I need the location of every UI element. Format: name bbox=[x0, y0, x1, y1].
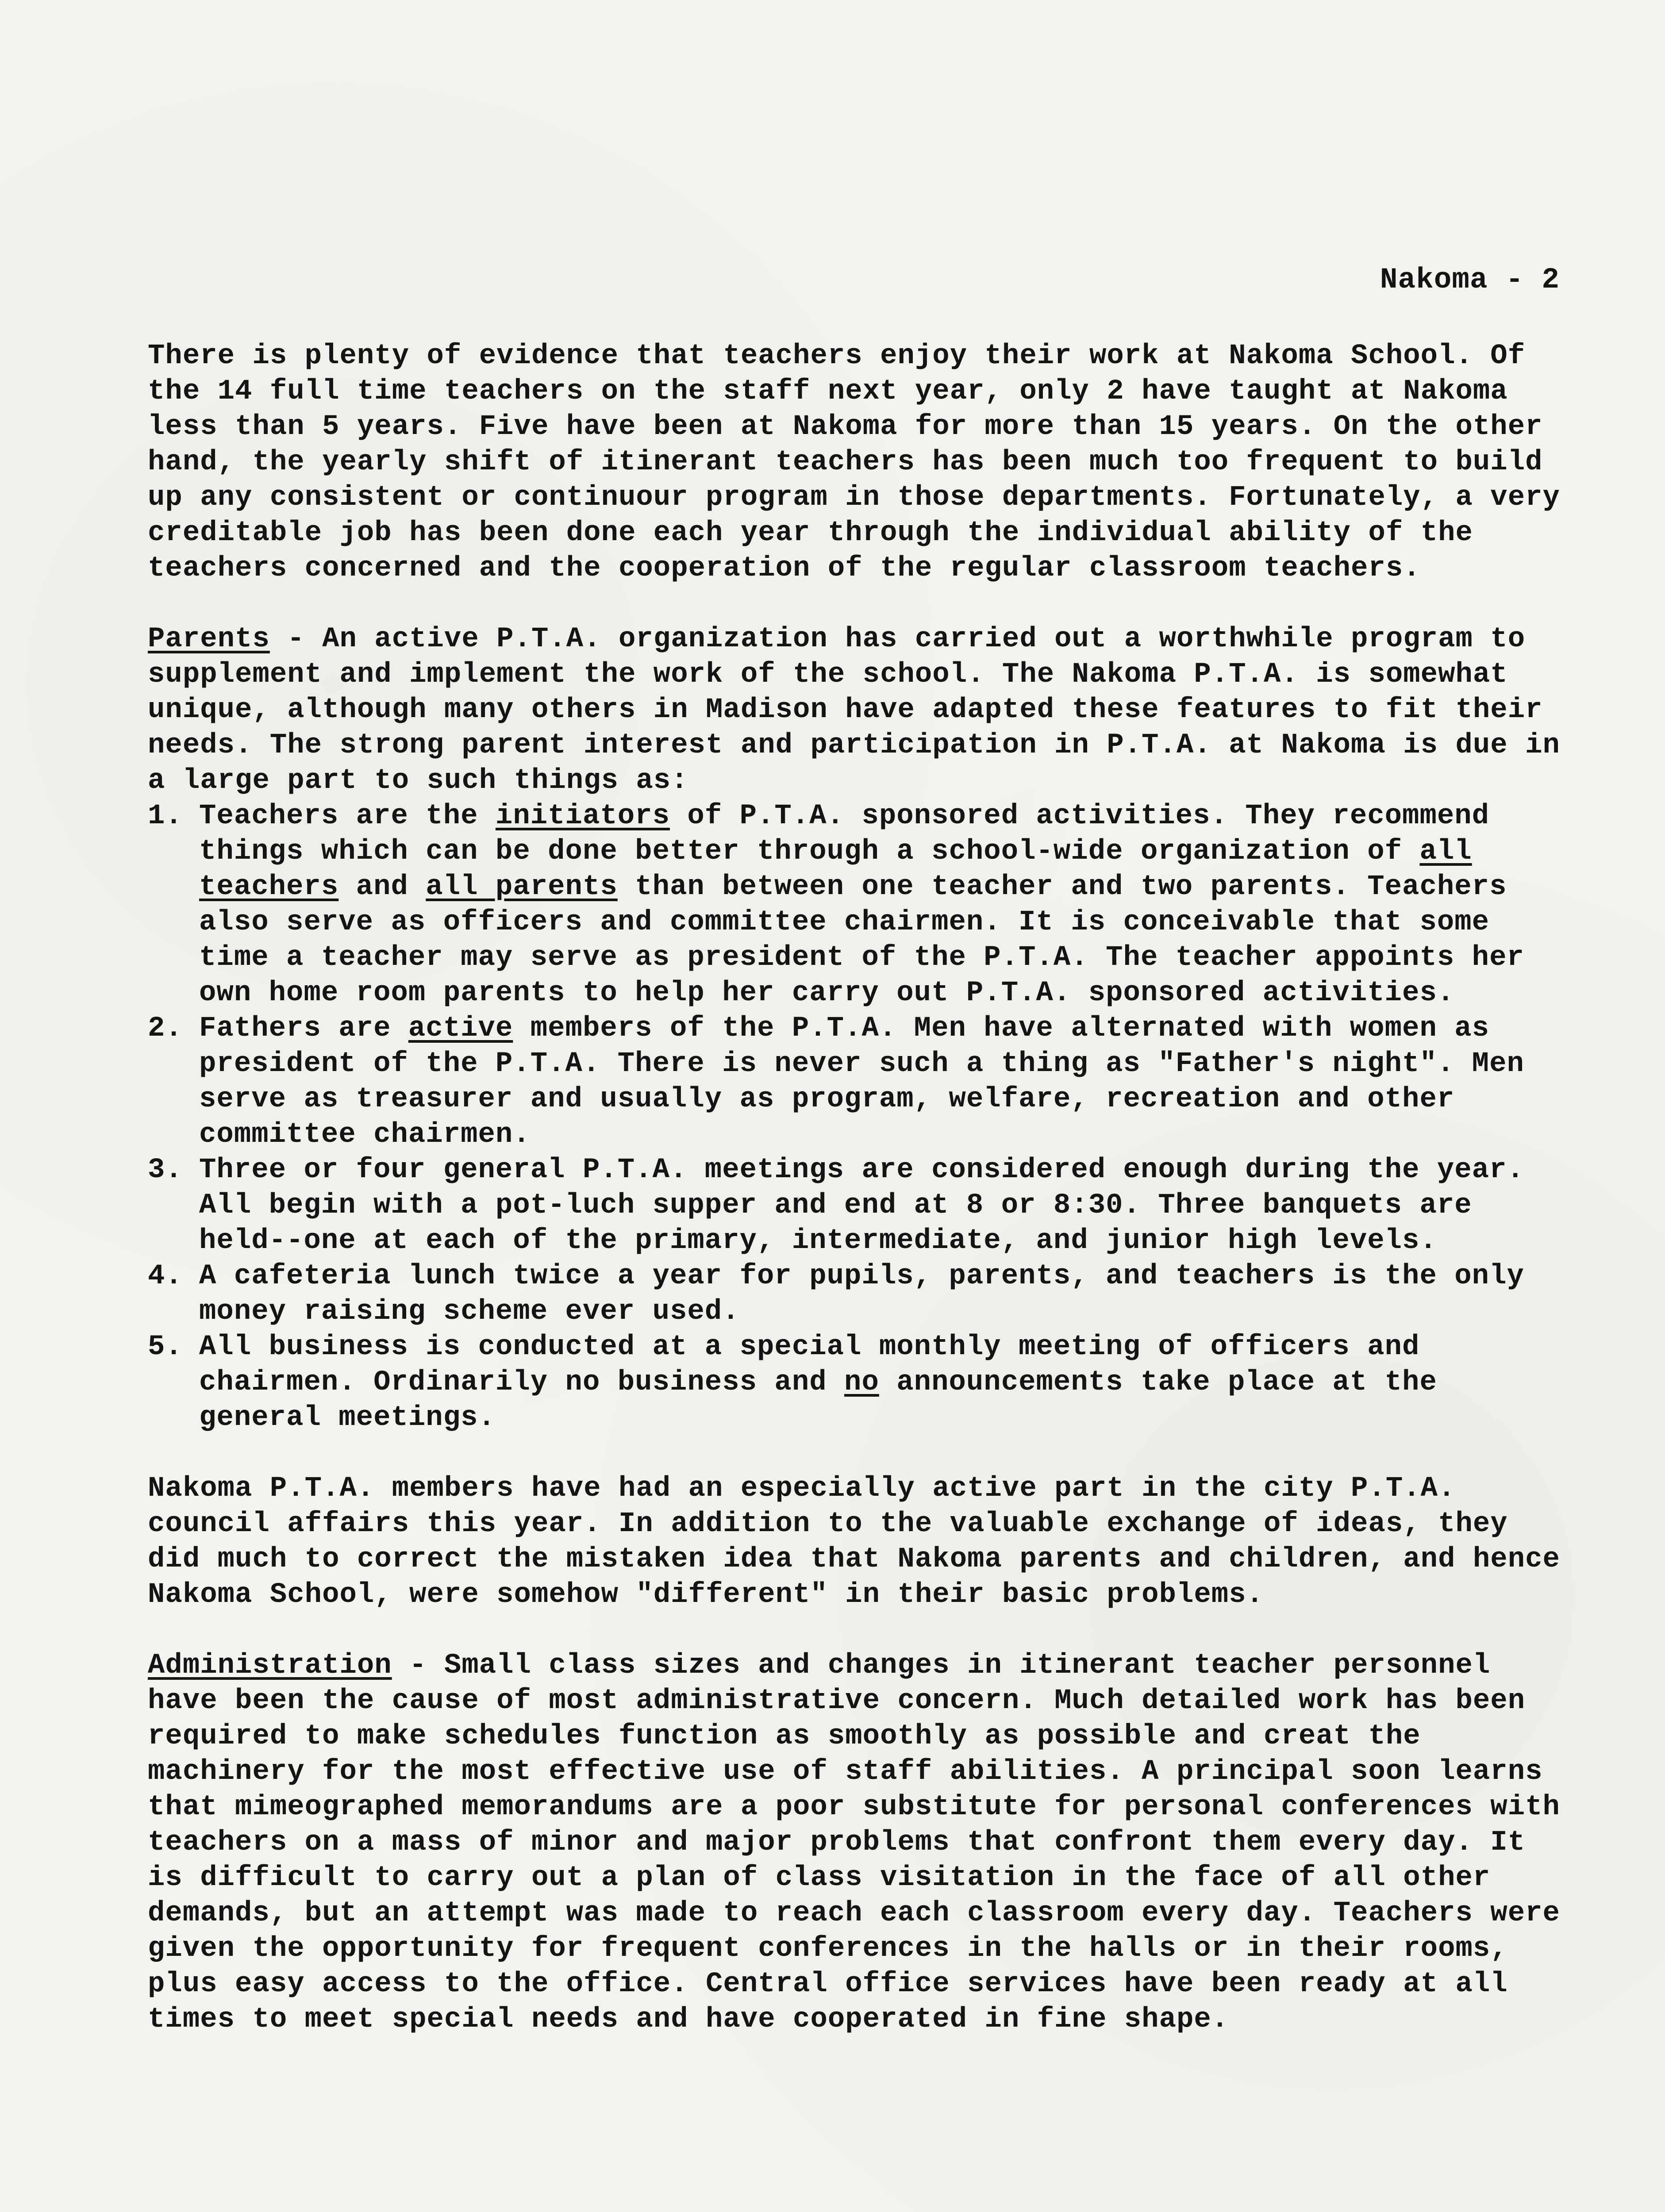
administration-text: - Small class sizes and changes in itinerant teacher personnel have been the cause of most administrative concern. Much detailed work has been required to make schedules function as smoothly as possible and creat the machinery for the most effective use of staff abilities. A principal soon learns that mimeographed memorandums are a poor substitute for personal conferences with teachers on a mass of minor and major problems that confront them every day. It is difficult to carry out a plan of class visitation in the face of all other demands, but an attempt was made to reach each classroom every day. Teachers were given the opportunity for frequent conferences in the halls or in their rooms, plus easy access to the office. Central office services have been ready at all times to meet special needs and have cooperated in fine shape. bbox=[148, 1650, 1578, 2035]
underlined-text: initiators bbox=[495, 800, 670, 832]
list-item-number: 5. bbox=[148, 1331, 183, 1363]
list-item-number: 4. bbox=[148, 1260, 183, 1292]
list-item-text: and bbox=[338, 871, 426, 903]
underlined-text: all parents bbox=[426, 871, 618, 903]
list-item bbox=[148, 1011, 1564, 1152]
underlined-text: active bbox=[408, 1013, 513, 1045]
administration-paragraph bbox=[148, 1648, 1578, 2037]
list-item-text: All business is conducted at a special monthly meeting of officers and chairmen. Ordinarily no business and bbox=[199, 1331, 1420, 1398]
list-item-number: 1. bbox=[148, 800, 183, 832]
list-item-text: Three or four general P.T.A. meetings are considered enough during the year. All begin with a pot-luch supper and end at 8 or 8:30. Three banquets are held--one at each of the primary, intermediate, and junior high levels. bbox=[199, 1154, 1524, 1257]
list-item-text: Fathers are bbox=[199, 1013, 408, 1045]
intro-paragraph: There is plenty of evidence that teachers enjoy their work at Nakoma School. Of the 14 full time teachers on the staff next year, only 2 have taught at Nakoma less than 5 years. Five have been at Nakoma for more than 15 years. On the other hand, the yearly shift of itinerant teachers has been much too frequent to build up any consistent or continuour program in those departments. Fortunately, a very creditable job has been done each year through the individual ability of the teachers concerned and the cooperation of the regular classroom teachers. bbox=[148, 340, 1578, 584]
pta-features-list bbox=[148, 799, 1564, 1436]
list-item-text: Teachers are the bbox=[199, 800, 496, 832]
list-item-text: announcements take place at the general meetings. bbox=[199, 1367, 1437, 1434]
list-item-text: of P.T.A. sponsored activities. They recommend things which can be done better through a school-wide organization of bbox=[199, 800, 1490, 868]
underlined-text: no bbox=[844, 1367, 879, 1398]
list-item-text: A cafeteria lunch twice a year for pupils, parents, and teachers is the only money raising scheme ever used. bbox=[199, 1260, 1524, 1328]
list-item-text: members of the P.T.A. Men have alternated with women as president of the P.T.A. There is never such a thing as "Father's night". Men serve as treasurer and usually as program, welfare, recreation and other committee chairmen. bbox=[199, 1013, 1524, 1151]
list-item-number: 2. bbox=[148, 1013, 183, 1045]
list-item bbox=[148, 1329, 1564, 1436]
parents-lead-text: - An active P.T.A. organization has carried out a worthwhile program to supplement and implement the work of the school. The Nakoma P.T.A. is somewhat unique, although many others in Madison have adapted these features to fit their needs. The strong parent interest and participation in P.T.A. at Nakoma is due in a large part to such things as: bbox=[148, 623, 1578, 797]
council-paragraph: Nakoma P.T.A. members have had an especially active part in the city P.T.A. council affairs this year. In addition to the valuable exchange of ideas, they did much to correct the mistaken idea that Nakoma parents and children, and hence Nakoma School, were somehow "different" in their basic problems. bbox=[148, 1473, 1578, 1611]
list-item bbox=[148, 1259, 1564, 1329]
parents-paragraph bbox=[148, 622, 1578, 799]
list-item-number: 3. bbox=[148, 1154, 183, 1186]
parents-heading: Parents bbox=[148, 623, 270, 655]
list-item bbox=[148, 1152, 1564, 1259]
list-item-text: than between one teacher and two parents. Teachers also serve as officers and committee chairmen. It is conceivable that some time a teacher may serve as president of the P.T.A. The teacher appoints her own home room parents to help her carry out P.T.A. sponsored activities. bbox=[199, 871, 1524, 1009]
administration-heading: Administration bbox=[148, 1650, 392, 1682]
list-item bbox=[148, 799, 1564, 1011]
underlined-text: all teachers bbox=[199, 836, 1472, 903]
document-body bbox=[148, 338, 1578, 2037]
page-header: Nakoma - 2 bbox=[1380, 263, 1560, 296]
